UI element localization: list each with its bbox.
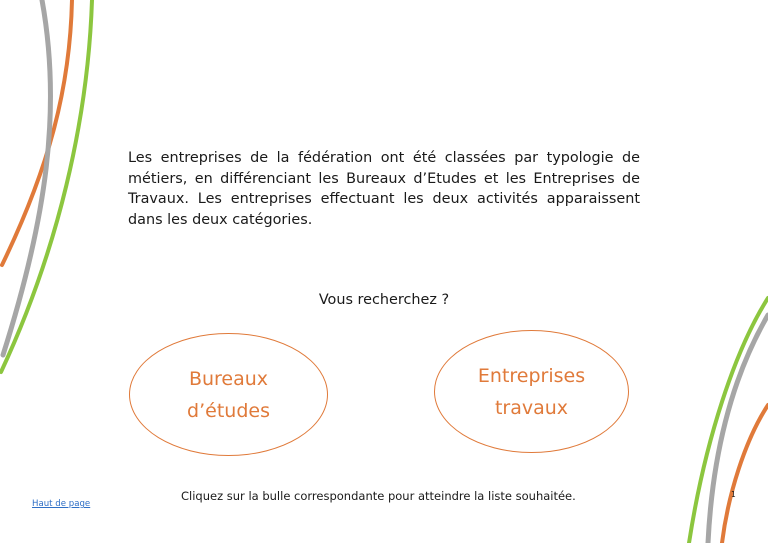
back-to-top-link[interactable]: Haut de page [32,499,91,509]
bottom-right-green-curve [689,298,768,543]
bureaux-etudes-label: Bureaux d’études [187,367,270,422]
intro-paragraph: Les entreprises de la fédération ont été classées par typologie de métiers, en différenciant les Bureaux d’Etudes et les Entreprises de Travaux. Les entreprises effectuant les deux activités apparaissent dans les deux catégories. [128,150,640,228]
question-heading: Vous recherchez ? [318,292,450,308]
top-left-green-curve [1,0,92,372]
entreprises-travaux-label: Entreprises travaux [477,364,586,419]
page-number: 1 [731,490,736,499]
bottom-right-gray-curve [708,315,768,543]
top-left-orange-curve [2,0,72,265]
bottom-right-orange-curve [722,405,768,543]
entreprises-travaux-bubble[interactable] [434,330,629,453]
bureaux-etudes-bubble[interactable] [129,333,328,456]
instruction-text: Cliquez sur la bulle correspondante pour atteindre la liste souhaitée. [181,489,576,503]
